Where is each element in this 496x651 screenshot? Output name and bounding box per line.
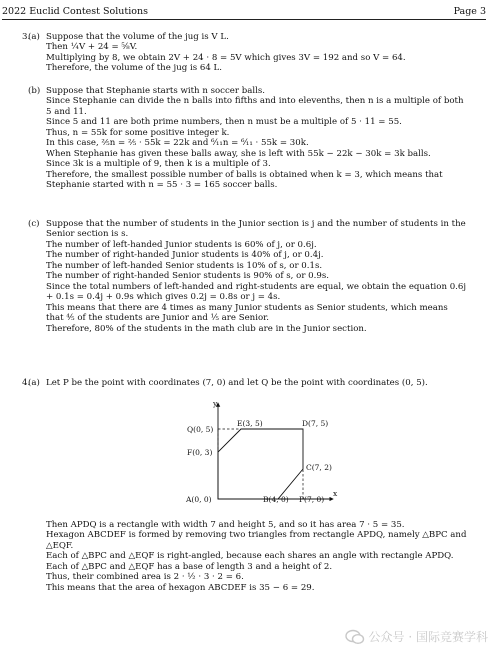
watermark bbox=[345, 629, 488, 645]
text-line: When Stephanie has given these balls away, she is left with 55k − 22k − 30k = 3k balls. bbox=[46, 148, 431, 159]
problem-number: 3. bbox=[22, 32, 31, 42]
text-line: Multiplying by 8, we obtain 2V + 24 · 8 = 5V which gives 3V = 192 and so V = 64. bbox=[46, 52, 406, 63]
label-d: D(7, 5) bbox=[302, 419, 329, 428]
label-p: P(7, 0) bbox=[299, 495, 325, 504]
text-line: Each of △BPC and △EQF is right-angled, because each shares an angle with rectangle APDQ. bbox=[46, 551, 454, 562]
problem-3c bbox=[24, 219, 468, 334]
problem-3b bbox=[24, 86, 468, 191]
problem-4 bbox=[24, 378, 468, 388]
label-q: Q(0, 5) bbox=[187, 425, 214, 434]
watermark-text: 公众号 · 国际竞赛学科 bbox=[368, 629, 488, 644]
hexagon-abcdef bbox=[218, 429, 303, 499]
part-3c bbox=[28, 219, 468, 334]
part-3a bbox=[28, 32, 468, 74]
label-f: F(0, 3) bbox=[187, 448, 213, 457]
part-label: (a) bbox=[28, 32, 40, 42]
text-line: The number of left-handed Junior students is 60% of j, or 0.6j. bbox=[46, 239, 317, 250]
page-number: Page 3 bbox=[453, 6, 486, 18]
label-a: A(0, 0) bbox=[186, 495, 212, 504]
text-line: Since 5 and 11 are both prime numbers, then n must be a multiple of 5 · 11 = 55. bbox=[46, 117, 402, 128]
text-line: This means that the area of hexagon ABCDEF is 35 − 6 = 29. bbox=[46, 582, 315, 593]
problem-4a-solution bbox=[24, 520, 468, 593]
label-e: E(3, 5) bbox=[237, 419, 263, 428]
part-4a-body bbox=[46, 520, 468, 593]
header-rule bbox=[2, 19, 486, 20]
label-c: C(7, 2) bbox=[306, 463, 332, 472]
label-b: B(4, 0) bbox=[263, 495, 289, 504]
problem-number: 4. bbox=[22, 378, 31, 388]
page-header bbox=[2, 4, 486, 18]
text-line: Therefore, the volume of the jug is 64 L. bbox=[46, 63, 222, 74]
text-line: Since Stephanie can divide the n balls into fifths and into elevenths, then n is a multiple of both 5 and 11. bbox=[46, 96, 464, 117]
x-axis-label: x bbox=[333, 489, 338, 498]
part-label: (c) bbox=[28, 219, 40, 229]
wechat-icon bbox=[345, 629, 365, 645]
text-line: Therefore, the smallest possible number of balls is obtained when k = 3, which means that Stephanie started with n = 55 · 3 = 165 soccer balls. bbox=[46, 169, 443, 191]
text-line: Then ¼V + 24 = ⅝V. bbox=[46, 42, 138, 53]
part-label: (b) bbox=[28, 86, 41, 96]
part-label: (a) bbox=[28, 378, 40, 388]
text-line: In this case, ⅖n = ⅖ · 55k = 22k and ⁶⁄₁₁n = ⁶⁄₁₁ · 55k = 30k. bbox=[46, 138, 309, 149]
hexagon-diagram bbox=[175, 397, 345, 507]
text-line: Suppose that the volume of the jug is V L. bbox=[46, 32, 229, 42]
text-line: The number of right-handed Junior students is 40% of j, or 0.4j. bbox=[46, 250, 324, 261]
text-line: Each of △BPC and △EQF has a base of length 3 and a height of 2. bbox=[46, 561, 333, 572]
text-line: Hexagon ABCDEF is formed by removing two triangles from rectangle APDQ, namely △BPC and △EQF. bbox=[46, 530, 467, 551]
text-line: The number of right-handed Senior students is 90% of s, or 0.9s. bbox=[46, 271, 329, 282]
text-line: Let P be the point with coordinates (7, 0) and let Q be the point with coordinates (0, 5). bbox=[46, 378, 428, 388]
text-line: Thus, their combined area is 2 · ½ · 3 · 2 = 6. bbox=[46, 572, 244, 583]
y-axis-label: y bbox=[213, 399, 218, 408]
part-3b bbox=[28, 86, 468, 191]
text-line: Thus, n = 55k for some positive integer k. bbox=[46, 127, 230, 138]
text-line: This means that there are 4 times as many Junior students as Senior students, which means that ⅘ of the students are Junior and ⅕ are Senior. bbox=[46, 302, 448, 324]
header-title: 2022 Euclid Contest Solutions bbox=[2, 6, 148, 18]
text-line: Suppose that the number of students in the Junior section is j and the number of students in the Senior section is s. bbox=[46, 219, 466, 240]
text-line: Since the total numbers of left-handed and right-students are equal, we obtain the equation 0.6j + 0.1s = 0.4j + 0.9s which gives 0.2j = 0.8s or j = 4s. bbox=[46, 281, 467, 303]
text-line: Therefore, 80% of the students in the math club are in the Junior section. bbox=[46, 323, 367, 334]
text-line: Since 3k is a multiple of 9, then k is a multiple of 3. bbox=[46, 159, 271, 170]
text-line: Then APDQ is a rectangle with width 7 and height 5, and so it has area 7 · 5 = 35. bbox=[46, 520, 405, 530]
part-4a bbox=[28, 378, 468, 388]
text-line: The number of left-handed Senior students is 10% of s, or 0.1s. bbox=[46, 260, 323, 271]
problem-3 bbox=[24, 32, 468, 74]
text-line: Suppose that Stephanie starts with n soccer balls. bbox=[46, 86, 265, 96]
